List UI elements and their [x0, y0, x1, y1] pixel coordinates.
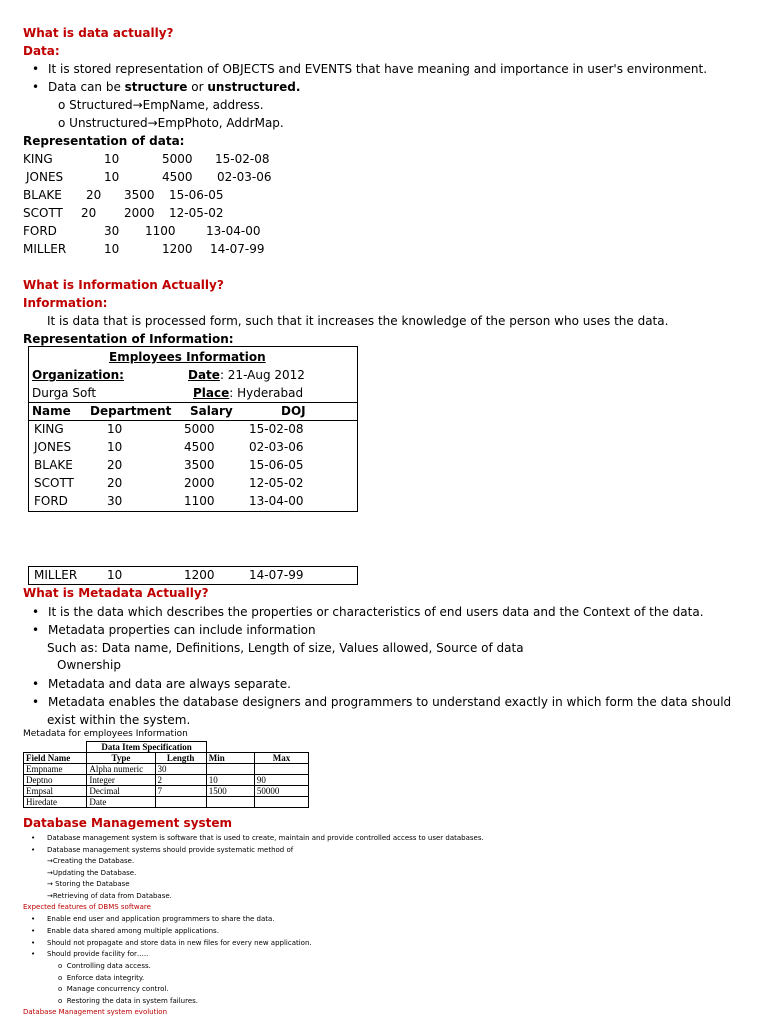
bullet2-prefix: Data can be [48, 80, 125, 94]
data-row [23, 152, 53, 166]
col-salary: Salary [190, 404, 233, 418]
data-row-dept: 10 [104, 152, 120, 166]
info-heading: What is Information Actually? [23, 278, 224, 292]
facility-text: Restoring the data in system failures. [66, 997, 199, 1005]
table-row [24, 764, 309, 775]
data-row-doj: 15-06-05 [169, 188, 224, 202]
facility-item: o Controlling data access. [58, 962, 151, 970]
info-row-doj: 13-04-00 [249, 494, 304, 508]
last-row-dept: 10 [107, 568, 123, 582]
table-cell [254, 797, 308, 808]
meta-bullet-4-cont: exist within the system. [47, 713, 191, 727]
table-cell: 90 [254, 775, 308, 786]
place-value: : Hyderabad [229, 386, 304, 400]
table-cell: 1500 [206, 786, 254, 797]
unstructured-item: o Unstructured→EmpPhoto, AddrMap. [58, 116, 284, 130]
table-cell: Alpha numeric [87, 764, 155, 775]
date-label: Date [188, 368, 220, 382]
data-row: JONES [26, 170, 64, 184]
info-row-name: KING [34, 422, 64, 436]
place-field [193, 386, 303, 400]
table-cell: Decimal [87, 786, 155, 797]
info-row-sal: 3500 [184, 458, 215, 472]
meta-bullet-2-cont2: Ownership [57, 658, 121, 672]
date-value: : 21-Aug 2012 [219, 368, 305, 382]
meta-col-header: Type [87, 753, 155, 764]
table-row [24, 775, 309, 786]
table-cell: Empsal [24, 786, 87, 797]
table-cell: 10 [206, 775, 254, 786]
info-text: It is data that is processed form, such that it increases the knowledge of the person who uses the data. [47, 314, 669, 328]
data-row-doj: 12-05-02 [169, 206, 224, 220]
info-row-sal: 1100 [184, 494, 215, 508]
info-row-dept: 30 [107, 494, 123, 508]
table-cell: Date [87, 797, 155, 808]
empty-cell [206, 742, 308, 753]
info-row-dept: 20 [107, 476, 123, 490]
dbms-bullet-2: • Database management systems should provide systematic method of [47, 846, 293, 854]
info-row-dept: 10 [107, 422, 123, 436]
info-row-doj: 15-02-08 [249, 422, 304, 436]
feature-item: • Enable data shared among multiple applications. [47, 927, 219, 935]
table-row [24, 786, 309, 797]
table-cell [155, 797, 206, 808]
repr-data-heading: Representation of data: [23, 134, 185, 148]
facility-item: o Restoring the data in system failures. [58, 997, 199, 1005]
data-row: MILLER [23, 242, 67, 256]
data-row-sal: 4500 [162, 170, 193, 184]
info-row-sal: 4500 [184, 440, 215, 454]
table-cell: 30 [155, 764, 206, 775]
metadata-heading: What is Metadata Actually? [23, 586, 209, 600]
col-dept: Department [90, 404, 172, 418]
features-heading: Expected features of DBMS software [23, 903, 151, 911]
info-row-sal: 5000 [184, 422, 215, 436]
data-row-dept: 10 [104, 170, 120, 184]
meta-bullet-3: • Metadata and data are always separate. [48, 677, 291, 691]
table-cell [206, 764, 254, 775]
facility-item: o Enforce data integrity. [58, 974, 145, 982]
last-row-sal: 1200 [184, 568, 215, 582]
info-row-doj: 15-06-05 [249, 458, 304, 472]
facility-item: o Manage concurrency control. [58, 985, 169, 993]
table-cell: Empname [24, 764, 87, 775]
evolution-heading: Database Management system evolution [23, 1008, 168, 1016]
feature-item: • Should not propagate and store data in new files for every new application. [47, 939, 312, 947]
data-row-dept: 30 [104, 224, 120, 238]
info-row-name: BLAKE [34, 458, 73, 472]
dbms-arrow-item: →Retrieving of data from Database. [47, 892, 172, 900]
meta-bullet-4: • Metadata enables the database designers and programmers to understand exactly in which form the data should [48, 695, 731, 709]
table-cell [254, 764, 308, 775]
info-row-name: JONES [34, 440, 72, 454]
last-row-name: MILLER [34, 568, 78, 582]
data-row-doj: 13-04-00 [206, 224, 261, 238]
data-row-doj: 15-02-08 [215, 152, 270, 166]
data-row: FORD [23, 224, 57, 238]
meta-table-caption: Metadata for employees Information [23, 729, 188, 739]
info-table-divider [28, 402, 357, 403]
dbms-arrow-item: →Updating the Database. [47, 869, 137, 877]
bullet2-structure: structure [124, 80, 188, 94]
data-row: BLAKE [23, 188, 62, 202]
data-row-sal: 1100 [145, 224, 176, 238]
feature-item: • Should provide facility for….. [47, 950, 148, 958]
meta-table-title: Data Item Specification [87, 742, 206, 753]
org-label: Organization: [32, 368, 124, 382]
meta-col-header: Min [206, 753, 254, 764]
empty-cell [24, 742, 87, 753]
repr-info-heading: Representation of Information: [23, 332, 234, 346]
data-row-doj: 14-07-99 [210, 242, 265, 256]
data-row-sal: 1200 [162, 242, 193, 256]
info-row-sal: 2000 [184, 476, 215, 490]
org-value: Durga Soft [32, 386, 97, 400]
dbms-bullet-1: • Database management system is software that is used to create, maintain and provide controlled access to user databases. [47, 834, 484, 842]
info-row-name: SCOTT [34, 476, 74, 490]
dbms-arrow-item: →Creating the Database. [47, 857, 135, 865]
table-cell: Hiredate [24, 797, 87, 808]
info-row-name: FORD [34, 494, 68, 508]
table-cell [206, 797, 254, 808]
data-bullet-2 [48, 80, 300, 94]
date-field [188, 368, 305, 382]
meta-bullet-2-cont: Such as: Data name, Definitions, Length of size, Values allowed, Source of data [47, 641, 524, 655]
data-row-sal: 5000 [162, 152, 193, 166]
facility-text: Controlling data access. [66, 962, 151, 970]
dbms-heading: Database Management system [23, 816, 233, 830]
table-cell: 7 [155, 786, 206, 797]
data-row: SCOTT [23, 206, 63, 220]
info-row-dept: 20 [107, 458, 123, 472]
data-row-doj: 02-03-06 [217, 170, 272, 184]
metadata-table [23, 741, 309, 808]
data-heading: What is data actually? [23, 26, 174, 40]
info-table-title: Employees Information [109, 350, 266, 364]
table-cell: Integer [87, 775, 155, 786]
table-cell: 50000 [254, 786, 308, 797]
info-header-divider [28, 420, 357, 421]
facility-text: Manage concurrency control. [66, 985, 169, 993]
last-row-doj: 14-07-99 [249, 568, 304, 582]
data-bullet-1: • It is stored representation of OBJECTS and EVENTS that have meaning and importance in user's environment. [48, 62, 707, 76]
table-cell: 2 [155, 775, 206, 786]
meta-bullet-1: • It is the data which describes the properties or characteristics of end users data and the Context of the data. [48, 605, 704, 619]
meta-col-header: Field Name [24, 753, 87, 764]
col-name: Name [32, 404, 71, 418]
feature-item: • Enable end user and application programmers to share the data. [47, 915, 275, 923]
table-cell: Deptno [24, 775, 87, 786]
data-row-dept: 20 [86, 188, 102, 202]
structured-item: o Structured→EmpName, address. [58, 98, 264, 112]
info-subheading: Information: [23, 296, 108, 310]
data-row-sal: 3500 [124, 188, 155, 202]
info-row-doj: 12-05-02 [249, 476, 304, 490]
meta-col-header: Max [254, 753, 308, 764]
data-subheading: Data: [23, 44, 60, 58]
meta-bullet-2: • Metadata properties can include information [48, 623, 316, 637]
data-row-dept: 10 [104, 242, 120, 256]
bullet2-or: or [187, 80, 208, 94]
info-row-dept: 10 [107, 440, 123, 454]
table-row [24, 797, 309, 808]
data-row-sal: 2000 [124, 206, 155, 220]
facility-text: Enforce data integrity. [66, 974, 145, 982]
col-doj: DOJ [281, 404, 306, 418]
info-row-doj: 02-03-06 [249, 440, 304, 454]
meta-col-header: Length [155, 753, 206, 764]
bullet2-unstructured: unstructured. [207, 80, 301, 94]
place-label: Place [193, 386, 230, 400]
data-row-dept: 20 [81, 206, 97, 220]
row-name: KING [23, 152, 53, 166]
dbms-arrow-item: → Storing the Database [47, 880, 130, 888]
